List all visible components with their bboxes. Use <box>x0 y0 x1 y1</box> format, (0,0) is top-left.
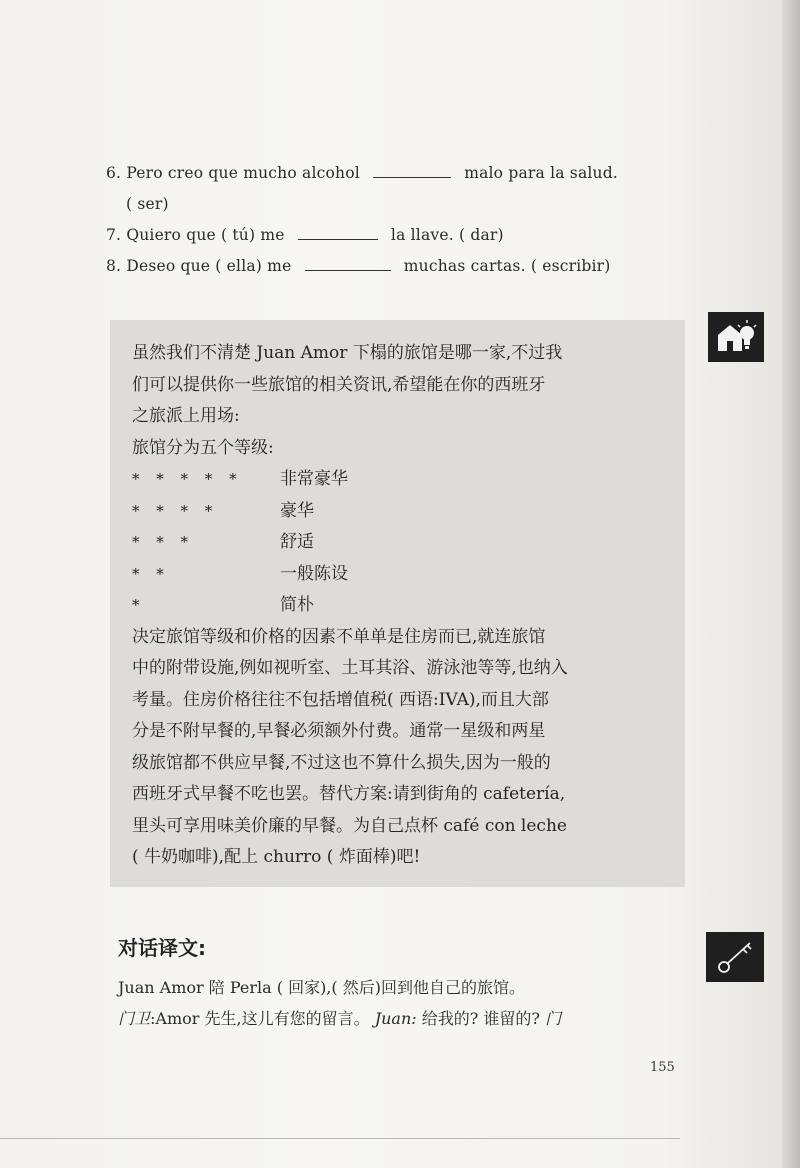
grade-label: 舒适 <box>280 532 314 552</box>
body-line: 西班牙式早餐不吃也罢。替代方案:请到街角的 cafetería, <box>132 784 566 804</box>
hotel-grade-row <box>132 559 672 591</box>
key-icon <box>706 932 764 982</box>
culture-note-text <box>132 338 672 874</box>
speaker-label: 门 <box>545 1009 562 1028</box>
dialog-translation-title: 对话译文: <box>118 936 206 960</box>
body-line: 中的附带设施,例如视听室、土耳其浴、游泳池等等,也纳入 <box>132 658 568 678</box>
grade-stars: * <box>132 596 146 614</box>
grade-label: 简朴 <box>280 595 314 615</box>
answer-blank[interactable] <box>305 269 391 271</box>
grade-stars: * * <box>132 564 170 583</box>
dialog-line: 门卫:Amor 先生,这儿有您的留言。 Juan: 给我的? 谁留的? 门 <box>118 1009 562 1028</box>
intro-line: 们可以提供你一些旅馆的相关资讯,希望能在你的西班牙 <box>132 374 546 395</box>
grade-label: 非常豪华 <box>280 469 348 489</box>
body-line: 分是不附早餐的,早餐必须额外付费。通常一星级和两星 <box>132 721 546 741</box>
body-line: 级旅馆都不供应早餐,不过这也不算什么损失,因为一般的 <box>132 752 551 773</box>
exercise-item-6-verb: ( ser) <box>126 195 169 213</box>
answer-blank[interactable] <box>373 176 451 178</box>
exercise-item-8: 8. Deseo que ( ella) me muchas cartas. ( escribir) <box>106 257 611 275</box>
exercise-item-6: 6. Pero creo que mucho alcohol malo para la salud. <box>106 164 618 182</box>
grade-stars: * * * * * <box>132 470 243 488</box>
grade-label: 豪华 <box>280 500 314 521</box>
page-number: 155 <box>650 1060 675 1075</box>
dialog-translation-text <box>118 972 678 1034</box>
page-edge-line <box>0 1138 680 1139</box>
speaker-label: 门卫 <box>118 1009 151 1028</box>
hotel-grade-row <box>132 496 672 528</box>
intro-line: 虽然我们不清楚 Juan Amor 下榻的旅馆是哪一家,不过我 <box>132 343 563 363</box>
intro-line: 旅馆分为五个等级: <box>132 437 274 458</box>
hotel-grade-row <box>132 527 672 559</box>
answer-blank[interactable] <box>298 238 378 240</box>
grade-label: 一般陈设 <box>280 563 348 584</box>
dialog-line: Juan Amor 陪 Perla ( 回家),( 然后)回到他自己的旅馆。 <box>118 978 525 997</box>
grade-stars: * * * <box>132 533 195 551</box>
exercise-item-7: 7. Quiero que ( tú) me la llave. ( dar) <box>106 226 504 244</box>
grade-stars: * * * * <box>132 501 219 520</box>
body-line: 考量。住房价格往往不包括增值税( 西语:IVA),而且大部 <box>132 689 549 710</box>
hotel-grade-row <box>132 590 672 622</box>
intro-line: 之旅派上用场: <box>132 406 240 426</box>
body-line: 里头可享用味美价廉的早餐。为自己点杯 café con leche <box>132 815 567 836</box>
speaker-label: Juan: <box>374 1009 417 1028</box>
exercise-list <box>106 158 686 282</box>
body-line: 决定旅馆等级和价格的因素不单单是住房而已,就连旅馆 <box>132 626 546 647</box>
book-spine <box>782 0 800 1168</box>
body-line: ( 牛奶咖啡),配上 churro ( 炸面棒)吧! <box>132 847 421 867</box>
house-with-lightbulb-icon <box>708 312 764 362</box>
hotel-grade-row <box>132 464 672 496</box>
